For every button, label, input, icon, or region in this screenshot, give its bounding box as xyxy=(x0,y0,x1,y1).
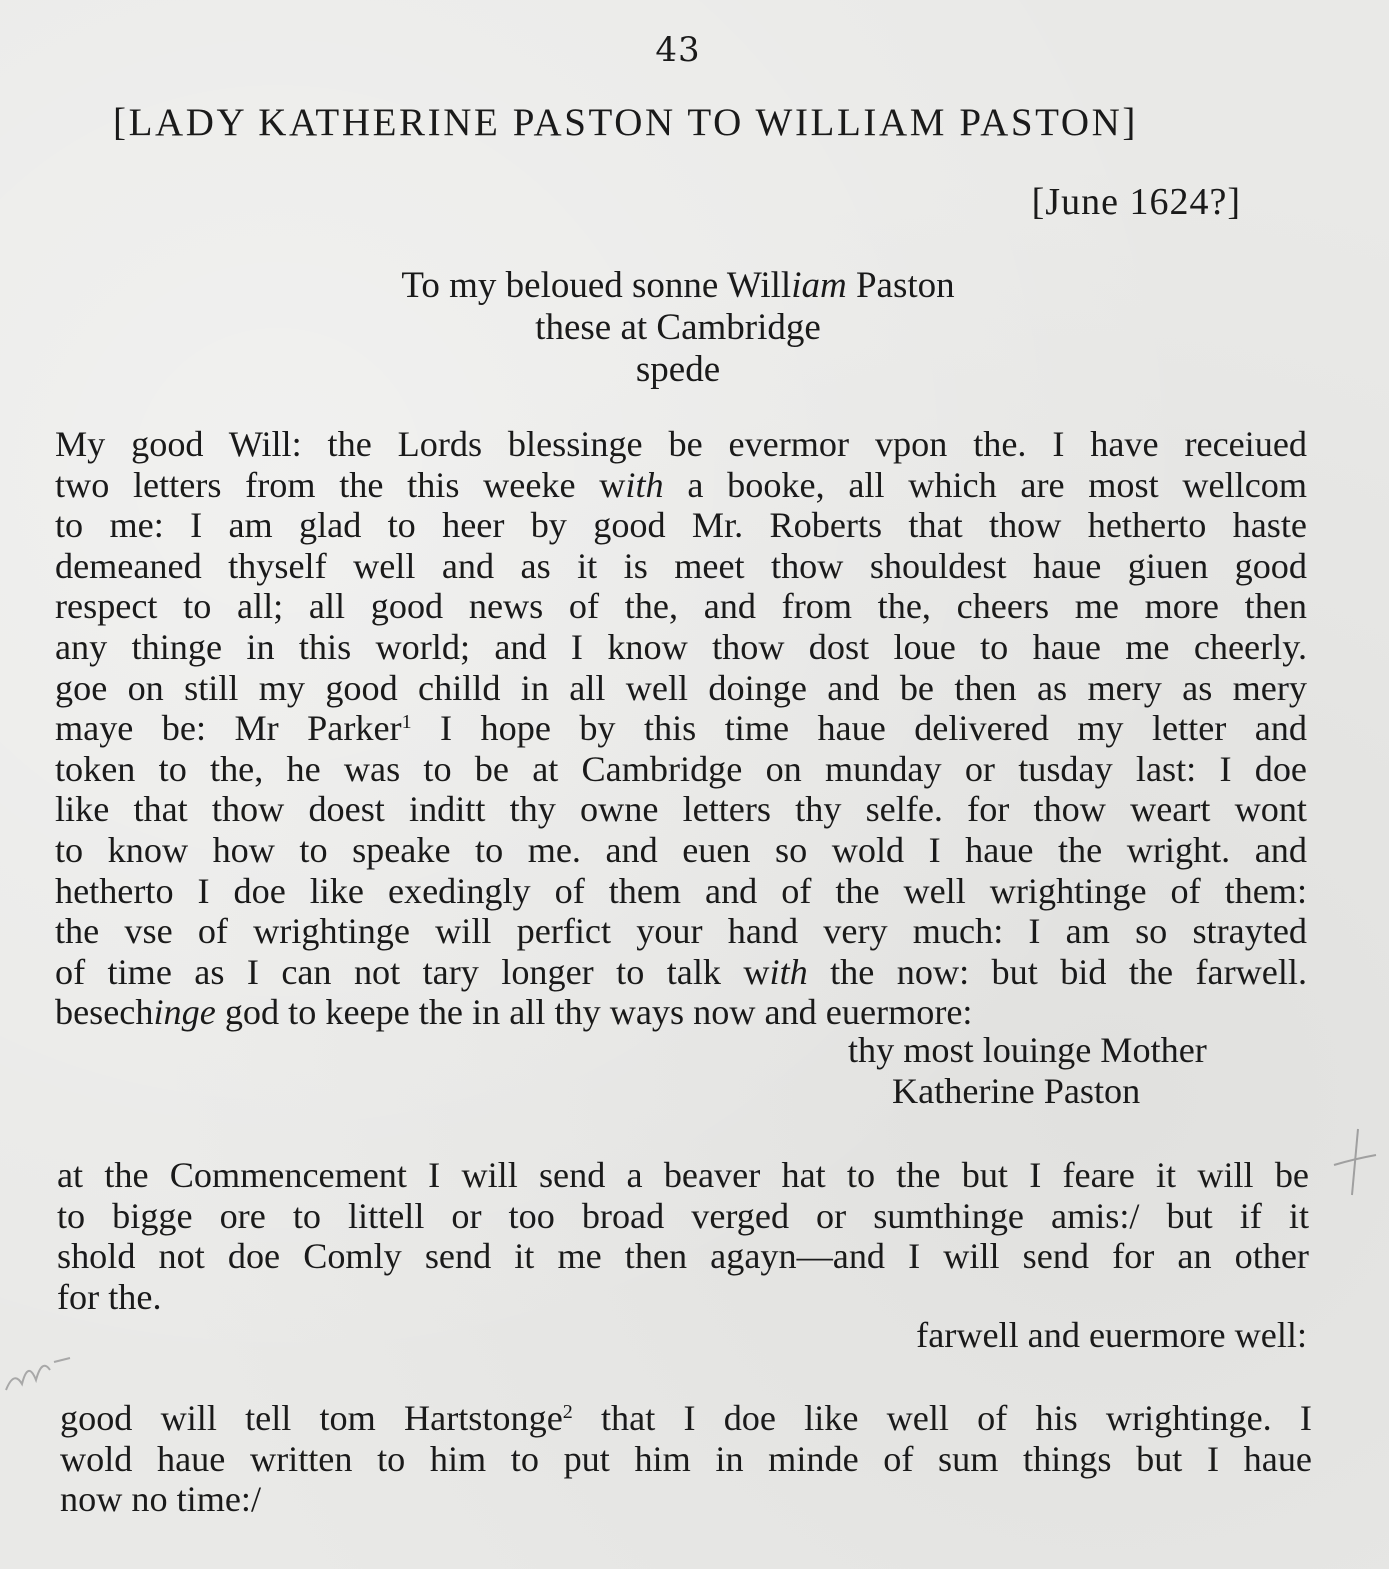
letter-line: demeaned thyself well and as it is meet thow shouldest haue giuen good xyxy=(55,545,1307,586)
postscript-line: good will tell tom Hartstonge$^2$ that I doe like well of his wrightinge. I xyxy=(60,1398,1312,1438)
footnote-marker: 2 xyxy=(562,1401,573,1423)
letter-line: of time as I can not tary longer to talk with the now: but bid the farwell. xyxy=(55,951,1307,992)
pencil-cross-mark xyxy=(1330,1125,1380,1200)
address-line-3: spede xyxy=(635,349,721,390)
letter-line: to know how to speake to me. and euen so wold I haue the wright. and xyxy=(55,829,1307,870)
letter-body xyxy=(55,424,1307,1033)
signoff xyxy=(848,1030,1207,1111)
letter-line: My good Will: the Lords blessinge be evermor vpon the. I have receiued xyxy=(55,424,1307,464)
postscript-line: now no time:/ xyxy=(60,1479,262,1520)
postscript-line: shold not doe Comly send it me then agayn—and I will send for an other xyxy=(57,1236,1309,1277)
postscript-line: for the. xyxy=(57,1276,162,1317)
letter-line: to me: I am glad to heer by good Mr. Roberts that thow hetherto haste xyxy=(55,505,1307,546)
address-line-1: To my beloued sonne William Paston xyxy=(401,265,955,306)
postscript-1 xyxy=(57,1155,1309,1317)
letter-line: the vse of wrightinge will perfict your hand very much: I am so strayted xyxy=(55,911,1307,952)
letter-line: besechinge god to keepe the in all thy ways now and euermore: xyxy=(55,992,973,1033)
letter-line: any thinge in this world; and I know thow dost loue to haue me cheerly. xyxy=(55,626,1307,667)
letter-line: token to the, he was to be at Cambridge on munday or tusday last: I doe xyxy=(55,748,1307,789)
letter-date: [June 1624?] xyxy=(1031,181,1241,223)
letter-title: [LADY KATHERINE PASTON TO WILLIAM PASTON] xyxy=(113,101,1138,144)
letter-line: respect to all; all good news of the, and from the, cheers me more then xyxy=(55,586,1307,627)
letter-line: maye be: Mr Parker$^1$ I hope by this time haue delivered my letter and xyxy=(55,708,1307,749)
signoff-closing: thy most louinge Mother xyxy=(848,1030,1207,1070)
postscript-line: wold haue written to him to put him in minde of sum things but I haue xyxy=(60,1438,1312,1479)
address-block xyxy=(0,265,1356,391)
footnote-marker: 1 xyxy=(401,711,412,734)
letter-line: like that thow doest inditt thy owne letters thy selfe. for thow weart wont xyxy=(55,789,1307,830)
postscript-line: at the Commencement I will send a beaver hat to the but I feare it will be xyxy=(57,1155,1309,1195)
pencil-scribble-mark xyxy=(0,1340,80,1410)
letter-line: goe on still my good chilld in all well doinge and be then as mery as mery xyxy=(55,667,1307,708)
postscript-2 xyxy=(60,1398,1312,1520)
signoff-signature: Katherine Paston xyxy=(892,1070,1141,1111)
address-line-2: these at Cambridge xyxy=(535,307,821,348)
postscript-line: to bigge ore to littell or too broad verged or sumthinge amis:/ but if it xyxy=(57,1195,1309,1236)
page-number: 43 xyxy=(655,30,701,70)
letter-line: two letters from the this weeke with a booke, all which are most wellcom xyxy=(55,464,1307,505)
letter-line: hetherto I doe like exedingly of them and of the well wrightinge of them: xyxy=(55,870,1307,911)
farwell-line: farwell and euermore well: xyxy=(916,1315,1307,1355)
